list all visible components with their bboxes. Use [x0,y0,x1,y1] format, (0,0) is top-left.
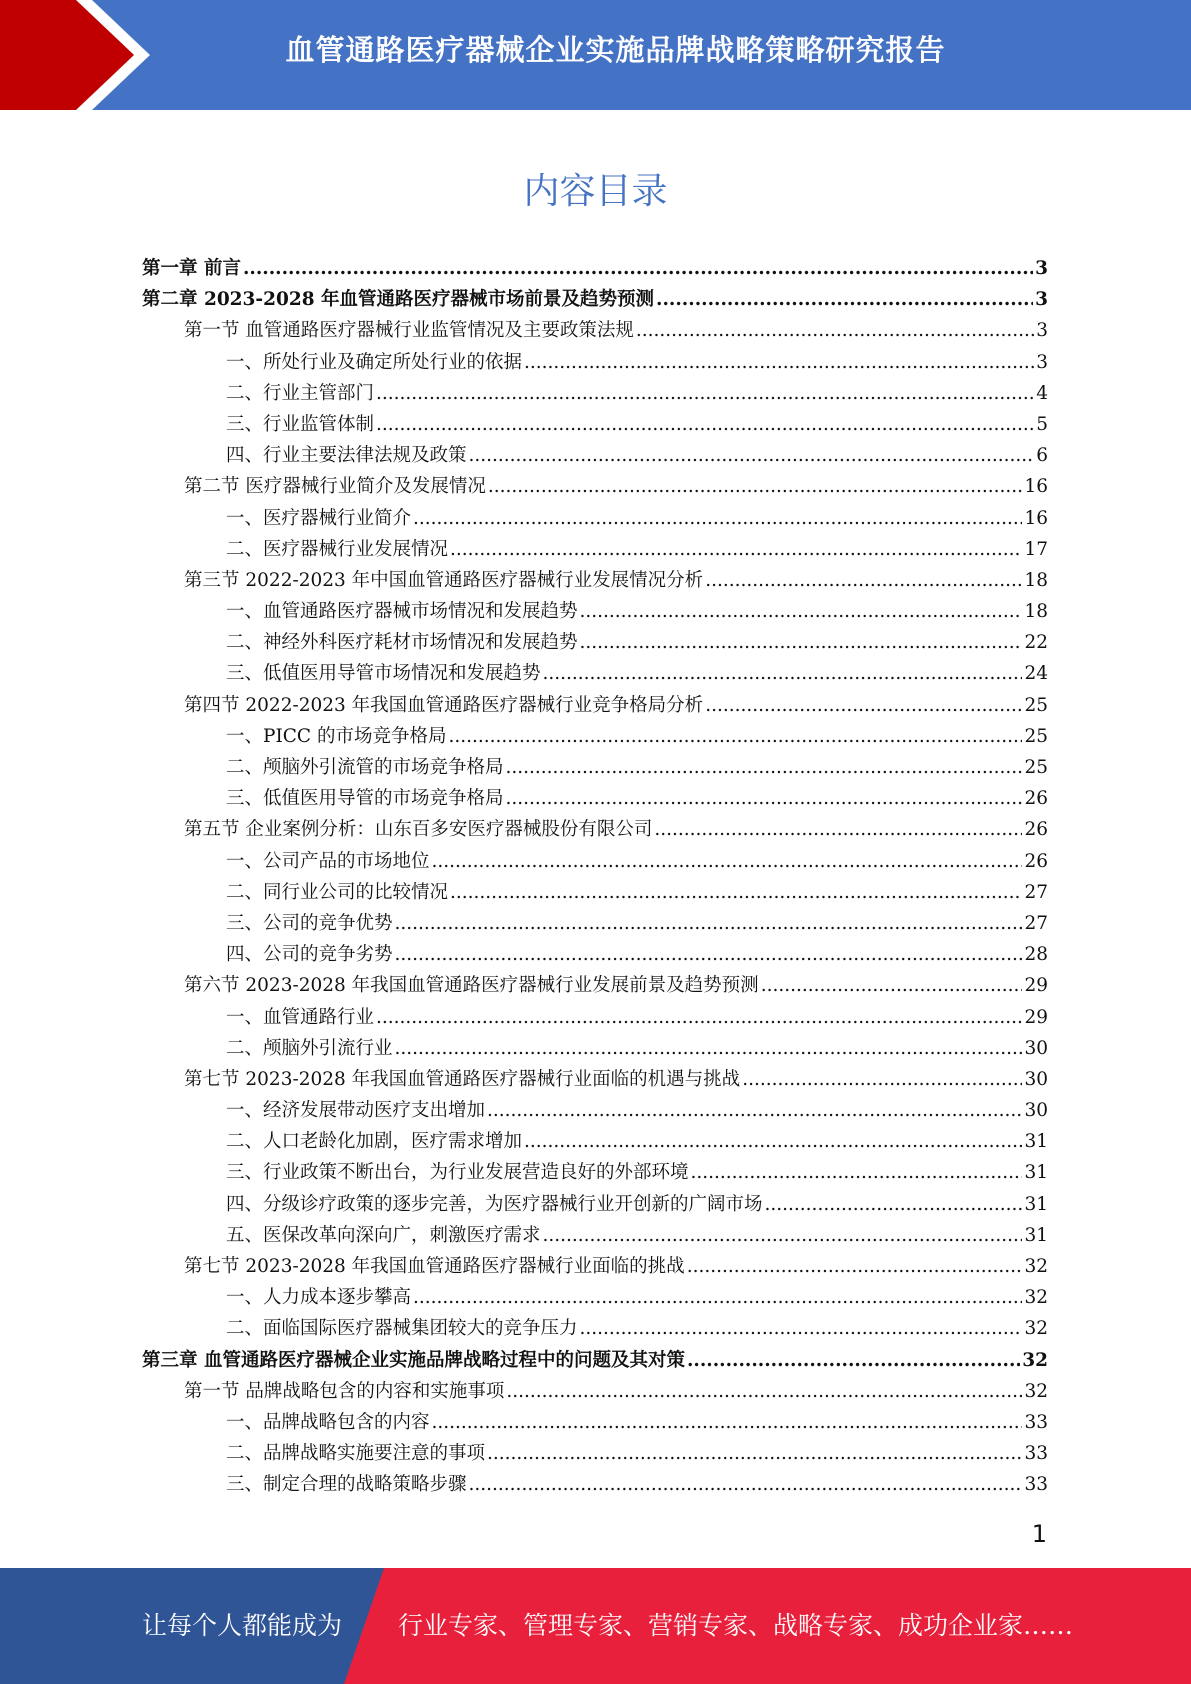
toc-entry[interactable] [142,1408,1048,1439]
toc-leader-dots [376,414,1034,435]
toc-leader-dots [395,1038,1023,1059]
toc-entry[interactable] [142,348,1048,379]
toc-entry-label: 一、经济发展带动医疗支出增加 [226,1100,486,1122]
toc-leader-dots [432,1412,1023,1433]
toc-leader-dots [450,539,1022,560]
page-number: 1 [1031,1520,1047,1548]
toc-leader-dots [395,913,1023,934]
toc-leader-dots [524,352,1034,373]
toc-leader-dots [243,258,1033,279]
toc-leader-dots [656,289,1033,310]
toc-entry-page: 27 [1024,881,1048,903]
toc-entry[interactable] [142,1221,1048,1252]
toc-leader-dots [487,1100,1022,1121]
toc-entry[interactable] [142,1127,1048,1158]
toc-entry-page: 26 [1024,850,1048,872]
toc-entry[interactable] [142,1470,1048,1501]
toc-entry[interactable] [142,472,1048,503]
toc-entry-page: 4 [1036,382,1048,404]
toc-entry-page: 26 [1024,819,1048,841]
toc-entry-page: 26 [1024,788,1048,810]
toc-entry[interactable] [142,441,1048,472]
toc-entry-page: 16 [1024,476,1048,498]
toc-entry[interactable] [142,628,1048,659]
toc-entry-label: 四、分级诊疗政策的逐步完善，为医疗器械行业开创新的广阔市场 [226,1193,763,1215]
toc-leader-dots [687,1256,1023,1277]
toc-entry-label: 五、医保改革向深向广，刺激医疗需求 [226,1224,541,1246]
footer-slogan-left: 让每个人都能成为 [142,1611,343,1640]
toc-entry[interactable] [142,566,1048,597]
toc-entry[interactable] [142,722,1048,753]
toc-entry-page: 31 [1024,1162,1048,1184]
toc-leader-dots [487,1443,1022,1464]
toc-entry-label: 一、所处行业及确定所处行业的依据 [226,351,523,373]
toc-entry[interactable] [142,1377,1048,1408]
toc-leader-dots [705,695,1022,716]
toc-entry[interactable] [142,1439,1048,1470]
toc-entry[interactable] [142,1003,1048,1034]
toc-entry-label: 一、血管通路医疗器械市场情况和发展趋势 [226,601,578,623]
toc-entry-label: 第一节 品牌战略包含的内容和实施事项 [184,1380,505,1402]
toc-entry[interactable] [142,971,1048,1002]
toc-leader-dots [524,1131,1022,1152]
toc-leader-dots [580,1318,1023,1339]
toc-entry-label: 一、医疗器械行业简介 [226,507,412,529]
toc-entry-page: 32 [1024,1287,1048,1309]
toc-entry-label: 二、医疗器械行业发展情况 [226,538,449,560]
toc-leader-dots [691,1162,1023,1183]
toc-leader-dots [742,1069,1022,1090]
toc-entry-page: 25 [1024,757,1048,778]
toc-entry[interactable] [142,535,1048,566]
toc-entry-label: 四、公司的竞争劣势 [226,944,393,966]
toc-entry-page: 25 [1024,694,1048,716]
toc-entry[interactable] [142,504,1048,535]
toc-leader-dots [543,1225,1023,1246]
toc-leader-dots [761,975,1023,996]
toc-entry[interactable] [142,878,1048,909]
toc-entry-page: 22 [1024,632,1048,654]
toc-entry-label: 二、颅脑外引流行业 [226,1037,393,1059]
toc-entry-label: 二、品牌战略实施要注意的事项 [226,1443,486,1465]
toc-entry-page: 31 [1024,1224,1048,1246]
toc-leader-dots [376,383,1034,404]
footer-slogan-right: 行业专家、管理专家、营销专家、战略专家、成功企业家…… [398,1611,1074,1640]
toc-entry-label: 第六节 2023-2028 年我国血管通路医疗器械行业发展前景及趋势预测 [184,975,759,997]
toc-entry[interactable] [142,691,1048,722]
toc-entry-page: 28 [1024,944,1048,966]
toc-leader-dots [376,1007,1022,1028]
toc-leader-dots [450,882,1022,903]
toc-entry-page: 29 [1024,975,1048,997]
toc-leader-dots [506,757,1023,778]
toc-entry-page: 31 [1024,1131,1048,1153]
toc-entry[interactable] [142,1252,1048,1283]
toc-entry-page: 32 [1024,1256,1048,1277]
toc-leader-dots [654,819,1022,840]
toc-leader-dots [687,1350,1020,1371]
toc-entry-label: 第二章 2023-2028 年血管通路医疗器械市场前景及趋势预测 [142,289,655,311]
toc-entry[interactable] [142,285,1048,316]
toc-leader-dots [506,788,1023,809]
toc-leader-dots [488,476,1023,497]
toc-entry-page: 18 [1024,569,1048,591]
toc-entry-page: 18 [1024,601,1048,623]
toc-entry[interactable] [142,847,1048,878]
report-title: 血管通路医疗器械企业实施品牌战略策略研究报告 [285,33,946,67]
toc-leader-dots [432,851,1023,872]
toc-entry-page: 29 [1024,1006,1048,1028]
toc-entry-page: 6 [1036,445,1048,467]
toc-leader-dots [469,1474,1023,1495]
toc-entry-label: 第四节 2022-2023 年我国血管通路医疗器械行业竞争格局分析 [184,694,704,716]
toc-entry[interactable] [142,1190,1048,1221]
toc-leader-dots [580,632,1023,653]
toc-entry-label: 第三节 2022-2023 年中国血管通路医疗器械行业发展情况分析 [184,569,704,591]
toc-entry-label: 第一节 血管通路医疗器械行业监管情况及主要政策法规 [184,320,634,342]
toc-leader-dots [413,1287,1022,1308]
toc-entry[interactable] [142,1314,1048,1345]
toc-entry-label: 二、面临国际医疗器械集团较大的竞争压力 [226,1318,578,1340]
toc-entry-label: 第三章 血管通路医疗器械企业实施品牌战略过程中的问题及其对策 [142,1349,685,1371]
toc-entry-label: 第七节 2023-2028 年我国血管通路医疗器械行业面临的挑战 [184,1256,685,1277]
toc-entry-page: 3 [1035,289,1048,311]
toc-entry[interactable] [142,784,1048,815]
toc-entry-label: 一、血管通路行业 [226,1006,375,1028]
toc-entry-page: 24 [1024,663,1048,685]
toc-entry-page: 30 [1024,1100,1048,1122]
toc-entry-label: 三、低值医用导管市场情况和发展趋势 [226,663,541,685]
toc-entry[interactable] [142,597,1048,628]
toc-entry-label: 第七节 2023-2028 年我国血管通路医疗器械行业面临的机遇与挑战 [184,1068,741,1090]
toc-entry-page: 33 [1024,1474,1048,1496]
toc-entry[interactable] [142,254,1048,285]
toc-entry-page: 32 [1022,1349,1048,1371]
toc-entry-label: 二、神经外科医疗耗材市场情况和发展趋势 [226,632,578,654]
toc-leader-dots [636,320,1034,341]
toc-entry[interactable] [142,1034,1048,1065]
toc-leader-dots [580,601,1023,622]
toc-entry-page: 5 [1036,413,1048,435]
toc-entry-label: 一、品牌战略包含的内容 [226,1411,430,1433]
toc-entry[interactable] [142,410,1048,441]
toc-entry-page: 3 [1036,351,1048,373]
toc-heading: 内容目录 [523,171,668,212]
toc-entry-label: 一、公司产品的市场地位 [226,850,430,872]
toc-entry-label: 三、公司的竞争优势 [226,912,393,934]
toc-entry[interactable] [142,1158,1048,1189]
toc-entry-page: 30 [1024,1068,1048,1090]
toc-entry-label: 二、行业主管部门 [226,382,375,404]
toc-entry[interactable] [142,815,1048,846]
toc-entry-label: 二、人口老龄化加剧，医疗需求增加 [226,1131,523,1153]
toc-entry-label: 三、行业监管体制 [226,413,375,435]
toc-leader-dots [506,1381,1022,1402]
footer-banner [0,1568,1191,1684]
toc-entry-page: 25 [1024,725,1048,747]
toc-entry-page: 3 [1035,258,1048,279]
toc-leader-dots [448,726,1022,747]
toc-entry-page: 16 [1024,507,1048,529]
toc-entry-page: 32 [1024,1380,1048,1402]
header-banner [0,0,1191,110]
table-of-contents [142,254,1048,1502]
toc-entry-page: 33 [1024,1411,1048,1433]
toc-leader-dots [765,1194,1023,1215]
toc-entry-label: 一、人力成本逐步攀高 [226,1287,412,1309]
toc-entry-page: 27 [1024,912,1048,934]
toc-entry[interactable] [142,659,1048,690]
toc-entry-label: 第五节 企业案例分析：山东百多安医疗器械股份有限公司 [184,819,653,841]
toc-entry[interactable] [142,379,1048,410]
toc-entry[interactable] [142,1283,1048,1314]
toc-entry-page: 30 [1024,1037,1048,1059]
toc-entry-label: 二、同行业公司的比较情况 [226,881,449,903]
toc-leader-dots [705,570,1022,591]
toc-entry-label: 四、行业主要法律法规及政策 [226,445,467,467]
toc-entry-page: 31 [1024,1193,1048,1215]
toc-entry[interactable] [142,753,1048,784]
toc-entry-label: 二、颅脑外引流管的市场竞争格局 [226,757,504,778]
toc-leader-dots [543,663,1023,684]
toc-entry-label: 三、低值医用导管的市场竞争格局 [226,788,504,810]
toc-leader-dots [413,508,1022,529]
toc-entry-label: 第二节 医疗器械行业简介及发展情况 [184,476,486,498]
toc-leader-dots [469,445,1035,466]
toc-entry-page: 3 [1036,320,1048,342]
toc-entry[interactable] [142,909,1048,940]
toc-entry-label: 第一章 前言 [142,258,241,279]
toc-entry-label: 一、PICC 的市场竞争格局 [226,725,447,747]
toc-entry[interactable] [142,316,1048,347]
toc-entry[interactable] [142,940,1048,971]
toc-entry-label: 三、行业政策不断出台，为行业发展营造良好的外部环境 [226,1162,689,1184]
toc-entry-page: 33 [1024,1443,1048,1465]
toc-entry[interactable] [142,1346,1048,1377]
toc-entry-page: 17 [1024,538,1048,560]
toc-entry[interactable] [142,1096,1048,1127]
toc-entry-label: 三、制定合理的战略策略步骤 [226,1474,467,1496]
toc-entry[interactable] [142,1065,1048,1096]
toc-entry-page: 32 [1024,1318,1048,1340]
toc-leader-dots [395,944,1023,965]
